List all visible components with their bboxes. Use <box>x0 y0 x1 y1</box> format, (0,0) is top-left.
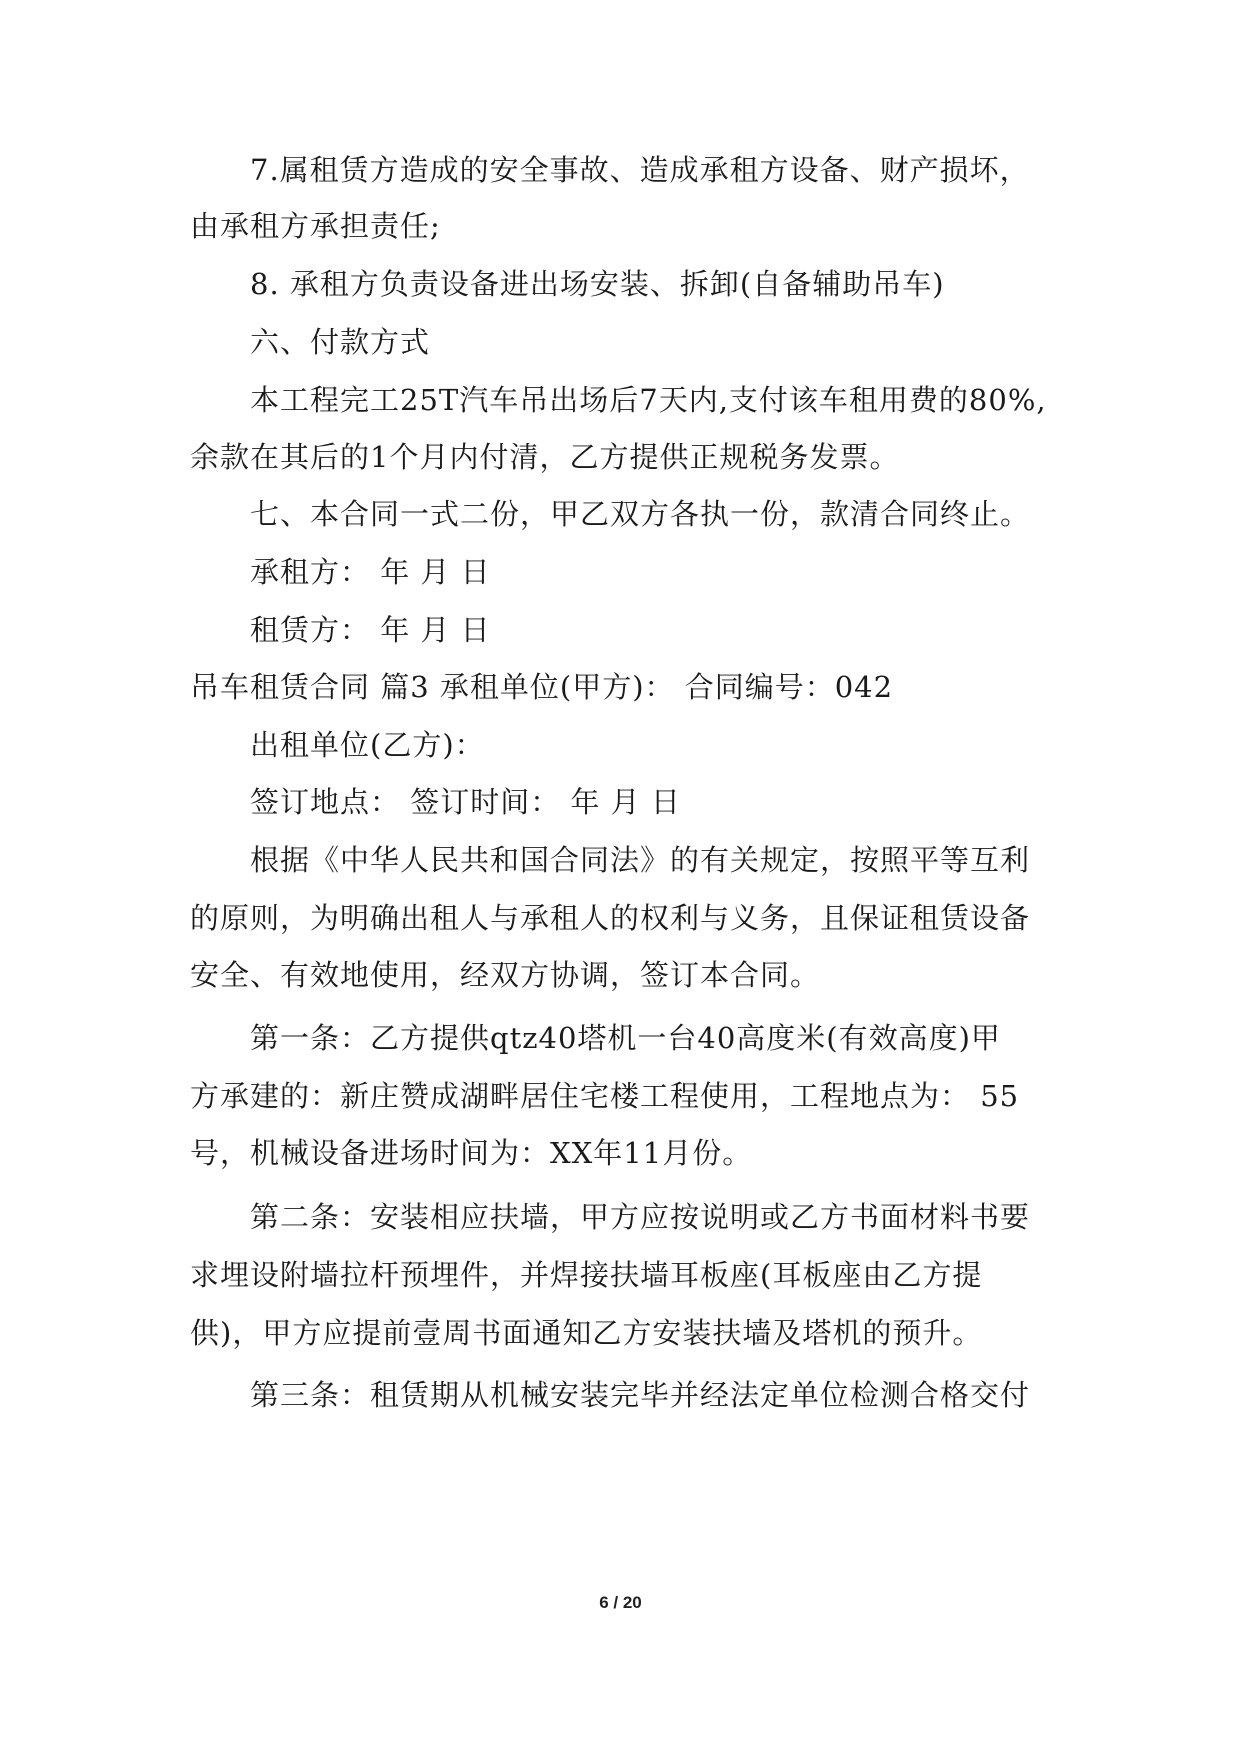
text-line: 第二条：安装相应扶墙，甲方应按说明或乙方书面材料书要 <box>250 1200 1031 1234</box>
text-line: 求埋设附墙拉杆预埋件，并焊接扶墙耳板座(耳板座由乙方提 <box>190 1258 983 1292</box>
text-line: 第三条：租赁期从机械安装完毕并经法定单位检测合格交付 <box>250 1378 1031 1412</box>
text-line: 本工程完工25T汽车吊出场后7天内,支付该车租用费的80%, <box>250 383 1047 417</box>
contract-header-line: 吊车租赁合同 篇3 承租单位(甲方)： 合同编号：042 <box>190 670 894 704</box>
text-line: 号，机械设备进场时间为：XX年11月份。 <box>190 1136 753 1170</box>
text-line: 余款在其后的1个月内付清，乙方提供正规税务发票。 <box>190 440 900 474</box>
text-line: 方承建的：新庄赞成湖畔居住宅楼工程使用，工程地点为： 55 <box>190 1079 1020 1113</box>
signature-line: 租赁方： 年 月 日 <box>250 613 491 647</box>
signature-line: 承租方： 年 月 日 <box>250 555 491 589</box>
text-line: 根据《中华人民共和国合同法》的有关规定，按照平等互利 <box>250 843 1031 877</box>
text-line: 供)，甲方应提前壹周书面通知乙方安装扶墙及塔机的预升。 <box>190 1316 983 1350</box>
text-line: 安全、有效地使用，经双方协调，签订本合同。 <box>190 958 821 992</box>
text-line: 由承租方承担责任; <box>190 209 441 243</box>
text-line: 第一条：乙方提供qtz40塔机一台40高度米(有效高度)甲 <box>250 1021 1001 1055</box>
text-line: 7.属租赁方造成的安全事故、造成承租方设备、财产损坏， <box>250 153 1030 187</box>
section-heading: 六、付款方式 <box>250 325 431 359</box>
text-line: 出租单位(乙方)： <box>250 728 485 762</box>
page-number: 6 / 20 <box>599 1593 642 1612</box>
text-line: 签订地点： 签订时间： 年 月 日 <box>250 785 681 819</box>
text-line: 8. 承租方负责设备进出场安装、拆卸(自备辅助吊车) <box>250 267 945 301</box>
text-line: 的原则，为明确出租人与承租人的权利与义务，且保证租赁设备 <box>190 901 1031 935</box>
text-line: 七、本合同一式二份，甲乙双方各执一份，款清合同终止。 <box>250 497 1031 531</box>
